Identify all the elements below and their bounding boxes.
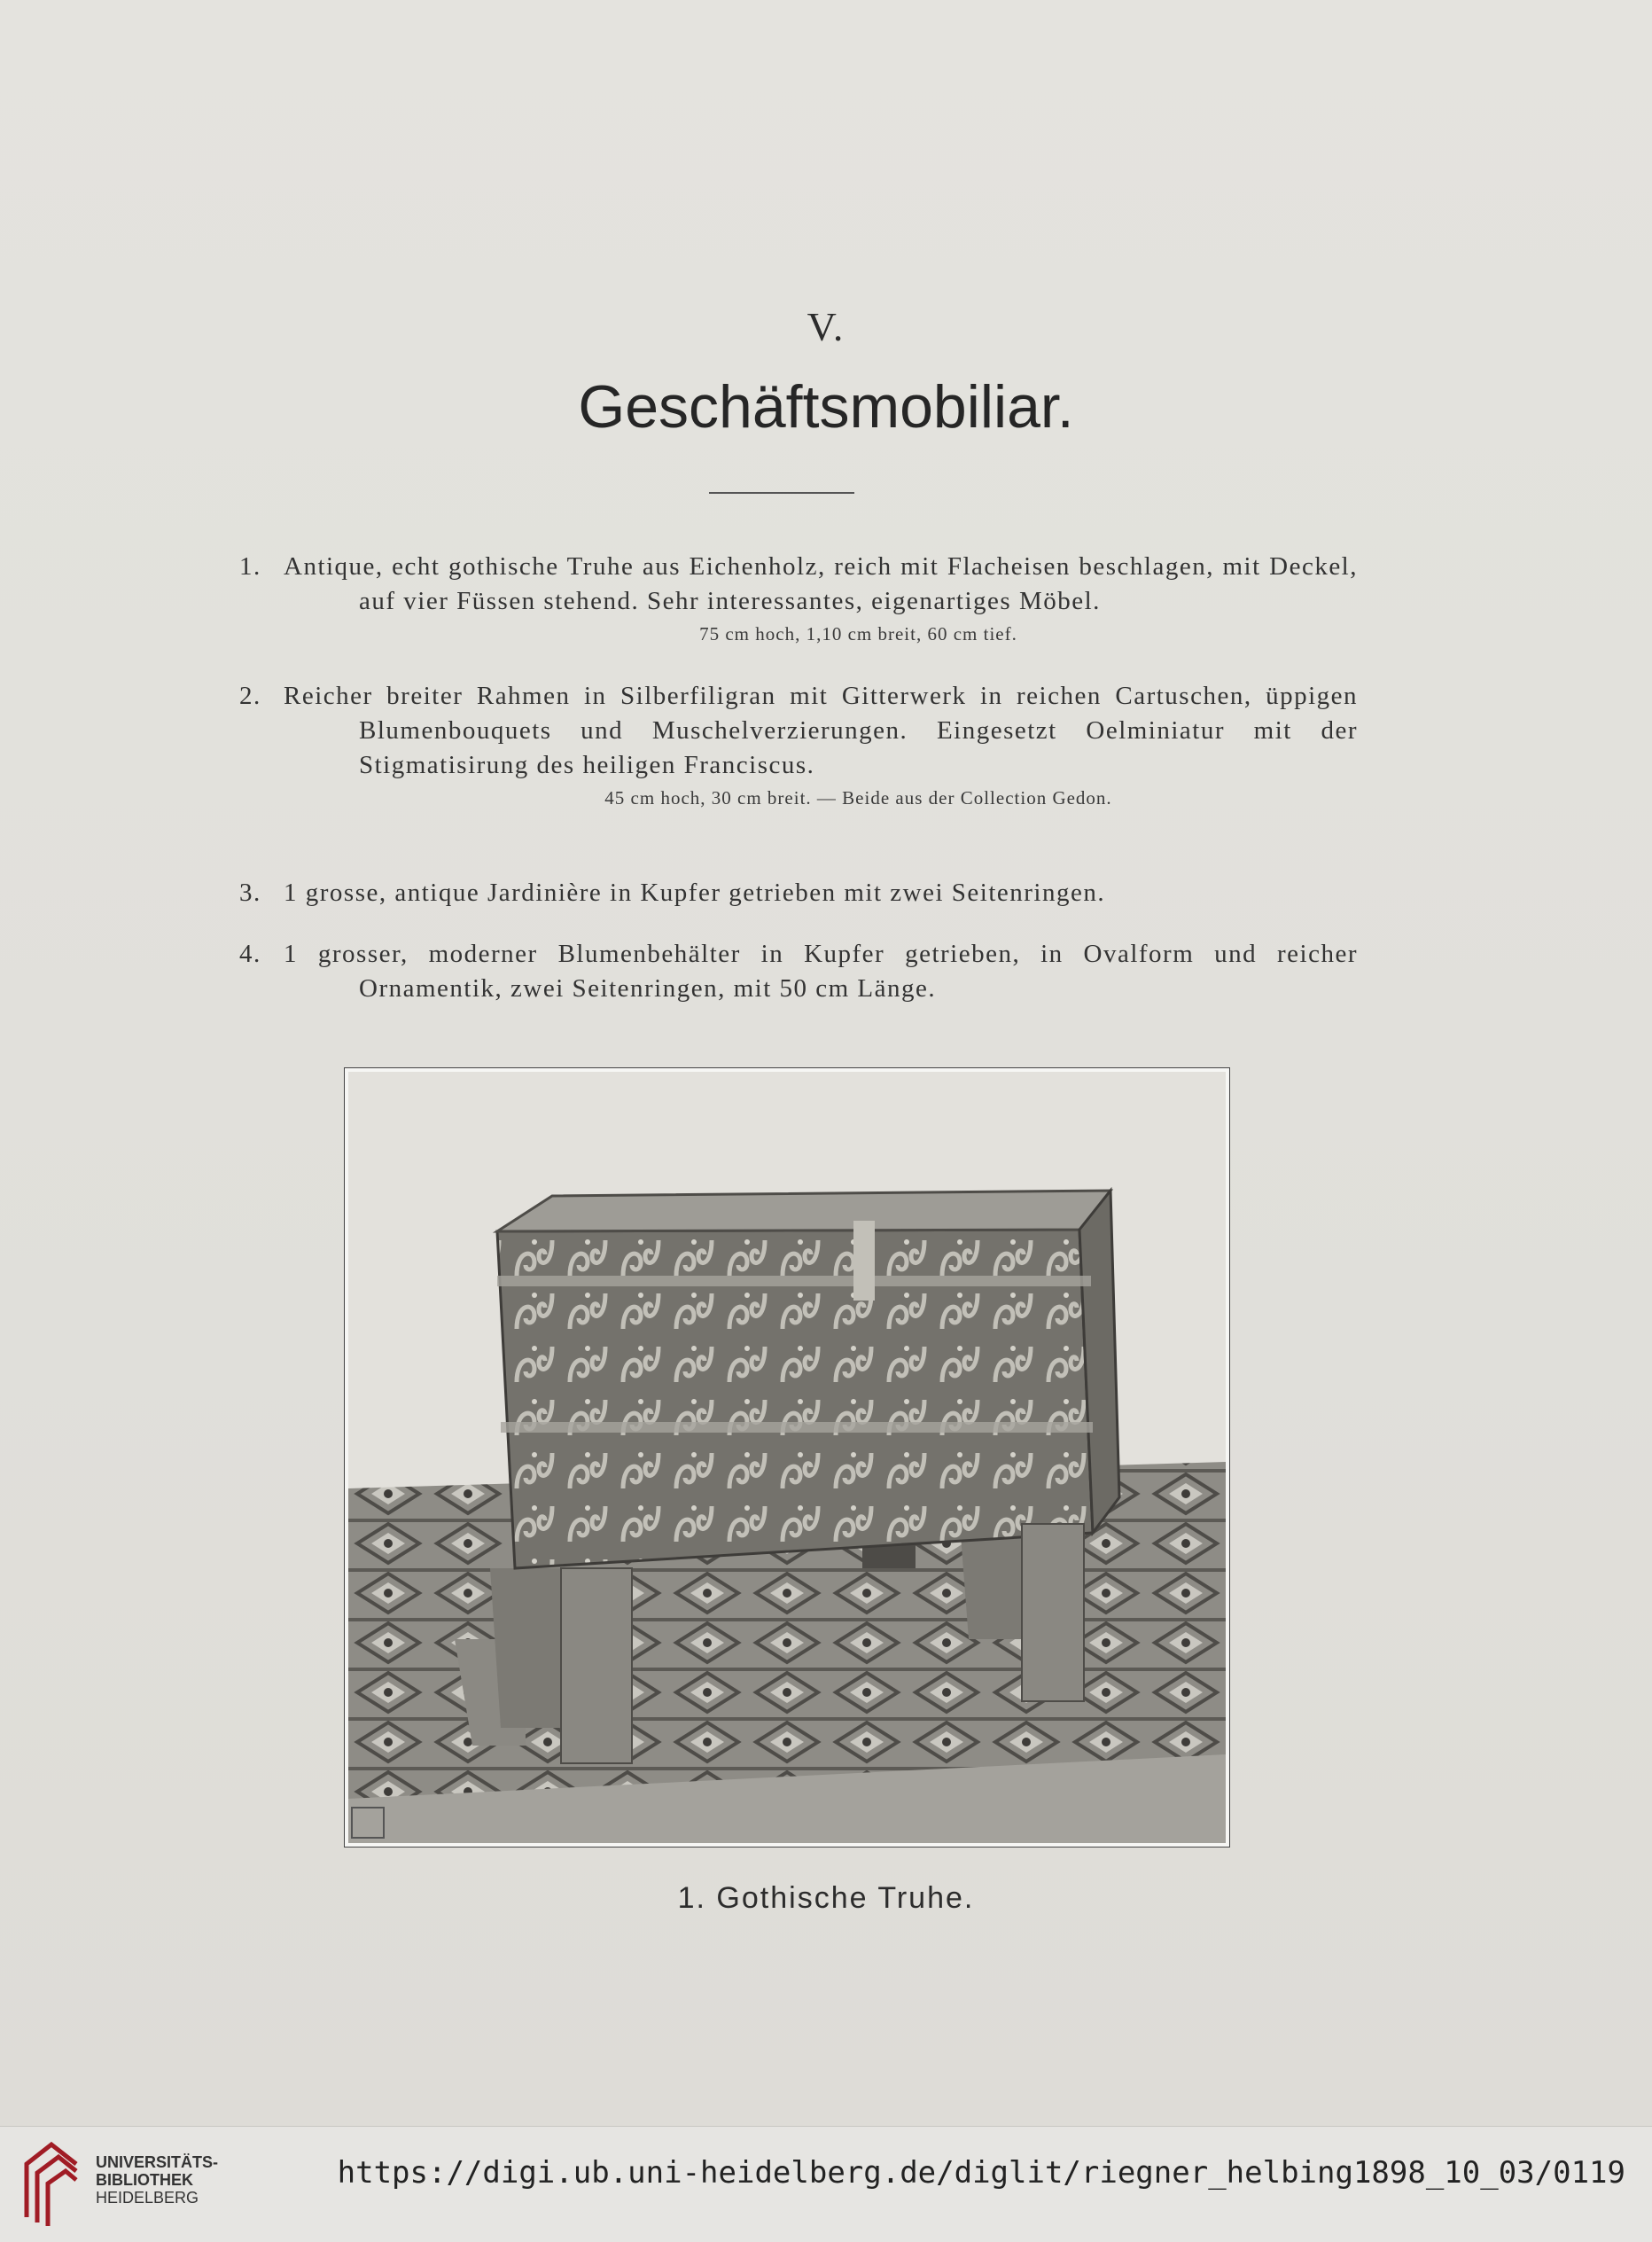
catalog-item: [239, 937, 1358, 1006]
item-description: 1 grosser, moderner Blumenbehälter in Kupfer getrieben, in Ovalform und reicher Ornamentik, zwei Seitenringen, mit 50 cm Länge.: [284, 940, 1358, 1003]
gothic-chest-illustration: [348, 1072, 1226, 1843]
item-description: Reicher breiter Rahmen in Silberfiligran mit Gitterwerk in reichen Cartuschen, üppigen Blumenbouquets und Muschelverzierungen. Eingesetzt Oelminiatur mit der Stigmatisirung des heiligen Franciscus.: [284, 682, 1358, 779]
item-number: 3.: [239, 879, 261, 907]
section-title: Geschäftsmobiliar.: [578, 373, 1074, 441]
photo-gothic-chest: [344, 1067, 1230, 1848]
library-name: UNIVERSITÄTS- BIBLIOTHEK HEIDELBERG: [96, 2153, 219, 2207]
item-description: Antique, echt gothische Truhe aus Eichenholz, reich mit Flacheisen beschlagen, mit Deckel, auf vier Füssen stehend. Sehr interessantes, eigenartiges Möbel.: [284, 552, 1358, 615]
item-number: 1.: [239, 552, 261, 581]
section-number: V.: [807, 304, 845, 349]
item-description: 1 grosse, antique Jardinière in Kupfer getrieben mit zwei Seitenringen.: [284, 879, 1106, 907]
library-footer: [0, 2126, 1652, 2242]
figure-caption: 1. Gothische Truhe.: [677, 1881, 975, 1915]
university-library-logo-icon: [18, 2137, 85, 2228]
catalog-item: [239, 550, 1358, 649]
title-divider: [709, 492, 854, 494]
item-number: 4.: [239, 940, 261, 968]
item-number: 2.: [239, 682, 261, 710]
item-measurements: 45 cm hoch, 30 cm breit. — Beide aus der Collection Gedon.: [604, 787, 1112, 809]
catalog-item: [239, 679, 1358, 813]
item-measurements: 75 cm hoch, 1,10 cm breit, 60 cm tief.: [699, 623, 1017, 644]
catalog-item: [239, 876, 1358, 910]
digitization-url[interactable]: https://digi.ub.uni-heidelberg.de/diglit/riegner_helbing1898_10_03/0119: [337, 2155, 1625, 2191]
